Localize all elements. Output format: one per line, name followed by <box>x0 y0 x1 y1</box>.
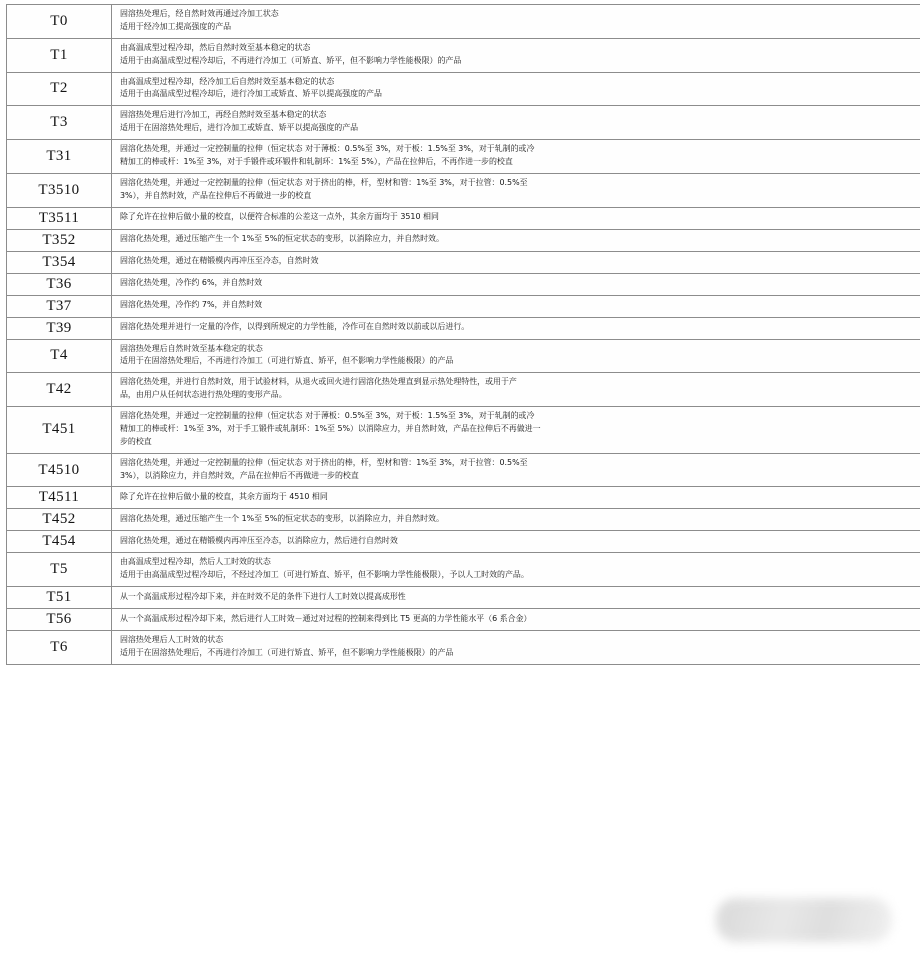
watermark-redaction-block <box>716 898 892 942</box>
temper-description-cell <box>112 587 920 609</box>
temper-code-cell: T36 <box>7 273 112 295</box>
temper-description-cell <box>112 531 920 553</box>
temper-description-cell <box>112 609 920 631</box>
description-line: 由高温成型过程冷却，然后人工时效的状态 <box>120 557 271 567</box>
table-row <box>7 273 920 295</box>
table-row <box>7 487 920 509</box>
temper-description-cell <box>112 38 920 72</box>
description-line: 适用于在固溶热处理后，进行冷加工或矫直、矫平以提高强度的产品 <box>120 123 359 133</box>
temper-description-cell <box>112 487 920 509</box>
table-row <box>7 106 920 140</box>
temper-code-cell: T37 <box>7 295 112 317</box>
temper-code-cell: T31 <box>7 140 112 174</box>
description-line: 适用于由高温成型过程冷却后，不经过冷加工（可进行矫直、矫平，但不影响力学性能极限），予以人工时效的产品。 <box>120 570 529 580</box>
description-line: 固溶化热处理，冷作约 6%，并自然时效 <box>120 278 263 288</box>
temper-description-cell <box>112 453 920 487</box>
description-line: 从一个高温成形过程冷却下来，并在时效不足的条件下进行人工时效以提高成形性 <box>120 591 406 601</box>
description-line: 固溶化热处理，通过在精锻模内再冲压至冷态，以消除应力，然后进行自然时效 <box>120 535 398 545</box>
temper-description-cell <box>112 509 920 531</box>
description-line: 固溶化热处理，并通过一定控制量的拉伸（恒定状态 对于挤出的棒，杆，型材和管：1%至 3%，对于拉管：0.5%至 <box>120 457 528 467</box>
description-line: 固溶热处理后，经自然时效再通过冷加工状态 <box>120 9 279 18</box>
description-line: 固溶热处理后人工时效的状态 <box>120 635 224 645</box>
temper-code-cell: T1 <box>7 38 112 72</box>
temper-description-cell <box>112 229 920 251</box>
temper-code-cell: T6 <box>7 631 112 665</box>
temper-code-cell: T3 <box>7 106 112 140</box>
description-line: 品，由用户从任何状态进行热处理的变形产品。 <box>120 390 287 400</box>
table-row <box>7 251 920 273</box>
description-line: 适用于在固溶热处理后，不再进行冷加工（可进行矫直、矫平，但不影响力学性能极限）的产品 <box>120 356 454 366</box>
description-line: 从一个高温成形过程冷却下来，然后进行人工时效－通过对过程的控制来得到比 T5 更高的力学性能水平（6 系合金） <box>120 613 532 623</box>
temper-code-cell: T354 <box>7 251 112 273</box>
table-row <box>7 553 920 587</box>
temper-code-cell: T3511 <box>7 207 112 229</box>
description-line: 适用于经冷加工提高强度的产品 <box>120 21 232 31</box>
description-line: 固溶化热处理并进行一定量的冷作，以得到所规定的力学性能，冷作可在自然时效以前或以后进行。 <box>120 322 470 332</box>
description-line: 固溶化热处理，并通过一定控制量的拉伸（恒定状态 对于挤出的棒，杆，型材和管：1%至 3%，对于拉管：0.5%至 <box>120 177 528 187</box>
description-line: 固溶化热处理，并进行自然时效，用于试验材料，从退火或回火进行固溶化热处理直到显示热处理特性，或用于产 <box>120 377 517 387</box>
description-line: 由高温成型过程冷却，然后自然时效至基本稳定的状态 <box>120 42 311 52</box>
temper-description-cell <box>112 273 920 295</box>
temper-code-cell: T2 <box>7 72 112 106</box>
table-row <box>7 373 920 407</box>
description-line: 3%），以消除应力，并自然时效，产品在拉伸后不再做进一步的校直 <box>120 470 359 480</box>
table-row <box>7 140 920 174</box>
table-row <box>7 5 920 39</box>
table-row <box>7 229 920 251</box>
table-row <box>7 295 920 317</box>
temper-code-cell: T452 <box>7 509 112 531</box>
temper-code-cell: T451 <box>7 407 112 454</box>
temper-code-cell: T352 <box>7 229 112 251</box>
description-line: 除了允许在拉伸后做小量的校直，其余方面均于 4510 相同 <box>120 491 328 501</box>
temper-description-cell <box>112 140 920 174</box>
description-line: 精加工的棒或杆：1%至 3%，对于手工锻件或轧制环：1%至 5%）以消除应力，并自然时效，产品在拉伸后不再做进一 <box>120 423 541 433</box>
temper-code-cell: T51 <box>7 587 112 609</box>
table-row <box>7 509 920 531</box>
table-row <box>7 72 920 106</box>
temper-description-cell <box>112 339 920 373</box>
temper-description-cell <box>112 72 920 106</box>
table-row <box>7 207 920 229</box>
table-row <box>7 38 920 72</box>
table-row <box>7 339 920 373</box>
table-body <box>7 5 920 665</box>
temper-code-cell: T4510 <box>7 453 112 487</box>
table-row <box>7 631 920 665</box>
temper-code-cell: T42 <box>7 373 112 407</box>
temper-code-cell: T454 <box>7 531 112 553</box>
description-line: 适用于由高温成型过程冷却后，进行冷加工或矫直、矫平以提高强度的产品 <box>120 89 382 99</box>
temper-description-cell <box>112 207 920 229</box>
temper-code-cell: T3510 <box>7 173 112 207</box>
description-line: 固溶化热处理，冷作约 7%，并自然时效 <box>120 300 263 310</box>
temper-description-cell <box>112 317 920 339</box>
temper-description-cell <box>112 553 920 587</box>
temper-description-cell <box>112 295 920 317</box>
table-row <box>7 407 920 454</box>
description-line: 固溶化热处理，并通过一定控制量的拉伸（恒定状态 对于薄板：0.5%至 3%，对于板：1.5%至 3%，对于轧制的或冷 <box>120 411 535 420</box>
description-line: 适用于由高温成型过程冷却后，不再进行冷加工（可矫直、矫平，但不影响力学性能极限）的产品 <box>120 55 462 65</box>
temper-code-cell: T4511 <box>7 487 112 509</box>
description-line: 由高温成型过程冷却，经冷加工后自然时效至基本稳定的状态 <box>120 76 335 86</box>
description-line: 步的校直 <box>120 436 152 446</box>
temper-code-cell: T56 <box>7 609 112 631</box>
description-line: 固溶化热处理，通过压缩产生一个 1%至 5%的恒定状态的变形，以消除应力，并自然时效。 <box>120 513 444 523</box>
temper-code-cell: T4 <box>7 339 112 373</box>
temper-description-cell <box>112 173 920 207</box>
table-row <box>7 453 920 487</box>
temper-description-cell <box>112 631 920 665</box>
temper-description-cell <box>112 251 920 273</box>
description-line: 3%），并自然时效，产品在拉伸后不再做进一步的校直 <box>120 190 312 200</box>
description-line: 除了允许在拉伸后做小量的校直，以便符合标准的公差这一点外，其余方面均于 3510 相同 <box>120 212 439 222</box>
table-row <box>7 609 920 631</box>
description-line: 精加工的棒或杆：1%至 3%，对于手锻件或环锻件和轧制环：1%至 5%），产品在拉伸后，不再作进一步的校直 <box>120 156 513 166</box>
temper-description-cell <box>112 5 920 39</box>
description-line: 固溶化热处理，并通过一定控制量的拉伸（恒定状态 对于薄板：0.5%至 3%，对于板：1.5%至 3%，对于轧制的或冷 <box>120 144 535 153</box>
description-line: 固溶热处理后进行冷加工，再经自然时效至基本稳定的状态 <box>120 110 327 120</box>
table-row <box>7 587 920 609</box>
table-row <box>7 531 920 553</box>
temper-description-cell <box>112 407 920 454</box>
table-row <box>7 173 920 207</box>
description-line: 固溶热处理后自然时效至基本稳定的状态 <box>120 343 263 353</box>
temper-description-cell <box>112 373 920 407</box>
temper-designation-table <box>6 4 920 665</box>
description-line: 固溶化热处理，通过压缩产生一个 1%至 5%的恒定状态的变形，以消除应力，并自然时效。 <box>120 234 444 244</box>
description-line: 适用于在固溶热处理后，不再进行冷加工（可进行矫直、矫平，但不影响力学性能极限）的产品 <box>120 648 454 657</box>
temper-code-cell: T0 <box>7 5 112 39</box>
description-line: 固溶化热处理，通过在精锻模内再冲压至冷态，自然时效 <box>120 256 319 266</box>
table-row <box>7 317 920 339</box>
temper-description-cell <box>112 106 920 140</box>
temper-code-cell: T5 <box>7 553 112 587</box>
temper-code-cell: T39 <box>7 317 112 339</box>
